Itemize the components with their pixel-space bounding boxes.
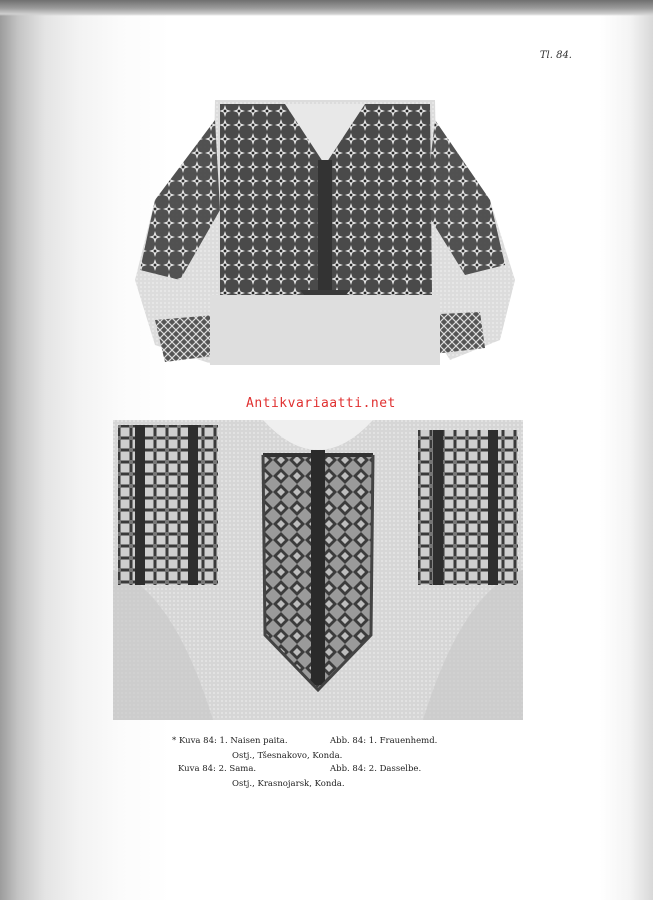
caption-location-2: Ostj., Krasnojarsk, Konda.	[232, 779, 345, 789]
caption-german-1: Abb. 84: 1. Frauenhemd.	[330, 736, 438, 746]
plate-number: Tl. 84.	[539, 50, 572, 61]
caption-finnish-1: * Kuva 84: 1. Naisen paita.	[172, 736, 288, 746]
caption-location-1: Ostj., Tšesnakovo, Konda.	[232, 751, 343, 761]
scan-top-edge	[0, 0, 653, 16]
caption-german-2: Abb. 84: 2. Dasselbe.	[330, 764, 422, 774]
shirt-photo-1	[120, 90, 530, 375]
watermark: Antikvariaatti.net	[246, 396, 396, 411]
shirt-photo-2	[113, 420, 523, 720]
caption-finnish-2: Kuva 84: 2. Sama.	[178, 764, 257, 774]
